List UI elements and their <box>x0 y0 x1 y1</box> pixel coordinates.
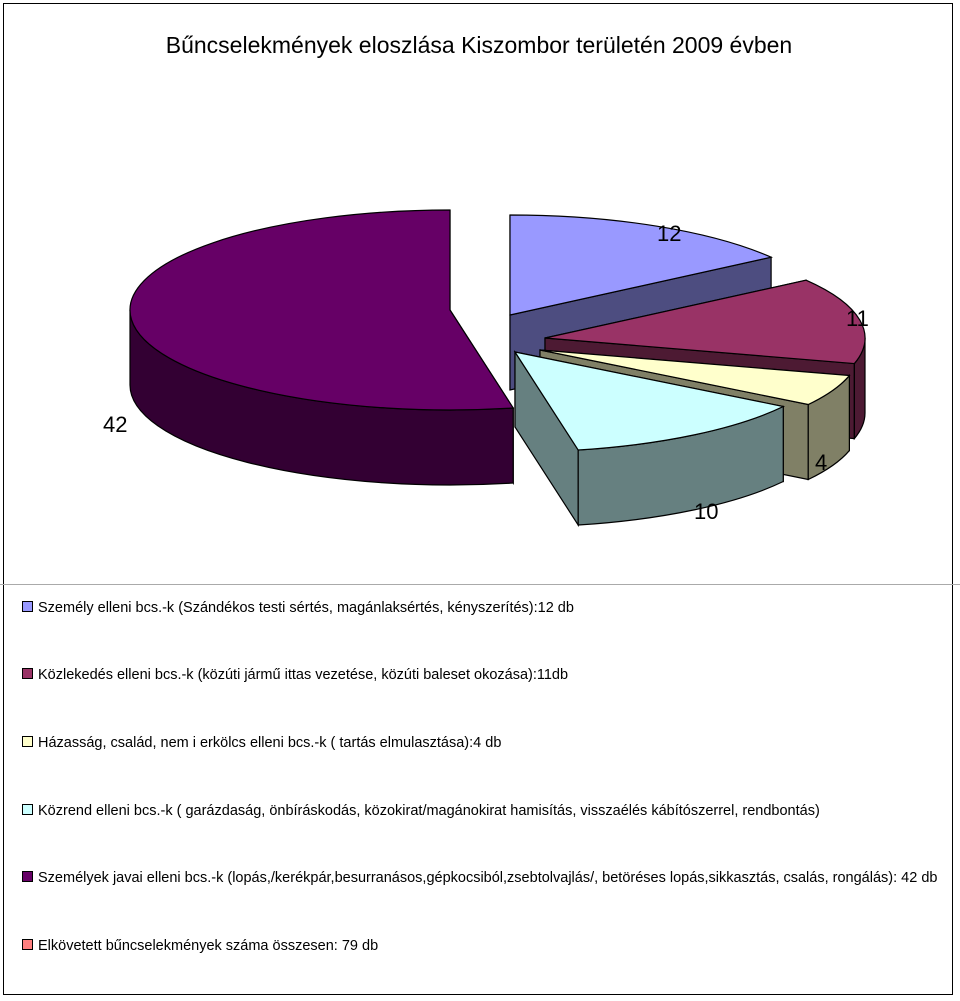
legend-swatch <box>22 736 33 747</box>
legend-item-vagyon <box>22 868 957 888</box>
legend-swatch <box>22 871 33 882</box>
legend-swatch <box>22 804 33 815</box>
legend-separator <box>0 584 960 585</box>
legend-item-hazassag <box>22 733 960 753</box>
data-label-10: 10 <box>694 499 719 524</box>
legend-label: Személyek javai elleni bcs.-k (lopás,/kerékpár,besurranásos,gépkocsiból,zsebtolvajlás/, betöréses lopás,sikkasztás, csalás, rongálás): 42 db <box>38 870 938 886</box>
legend-swatch <box>22 939 33 950</box>
legend-label: Közlekedés elleni bcs.-k (közúti jármű ittas vezetése, közúti baleset okozása):11db <box>38 667 569 683</box>
legend-label: Személy elleni bcs.-k (Szándékos testi sértés, magánlaksértés, kényszerítés):12 db <box>38 600 574 616</box>
legend-label: Elkövetett bűncselekmények száma összesen: 79 db <box>38 938 379 954</box>
legend-label: Házasság, család, nem i erkölcs elleni bcs.-k ( tartás elmulasztása):4 db <box>38 735 502 751</box>
legend-label: Közrend elleni bcs.-k ( garázdaság, önbíráskodás, közokirat/magánokirat hamisítás, visszaélés kábítószerrel, rendbontás) <box>38 803 820 819</box>
legend-swatch <box>22 601 33 612</box>
data-label-11: 11 <box>846 306 869 331</box>
legend-item-szemely <box>22 598 960 618</box>
legend-item-kozlekedes <box>22 665 960 685</box>
data-label-12: 12 <box>657 221 682 246</box>
legend-swatch <box>22 668 33 679</box>
legend-item-kozrend <box>22 801 960 821</box>
data-label-42: 42 <box>103 412 128 437</box>
chart-title: Bűncselekmények eloszlása Kiszombor területén 2009 évben <box>165 32 793 58</box>
legend-item-osszesen <box>22 936 960 956</box>
data-label-4: 4 <box>815 450 828 475</box>
